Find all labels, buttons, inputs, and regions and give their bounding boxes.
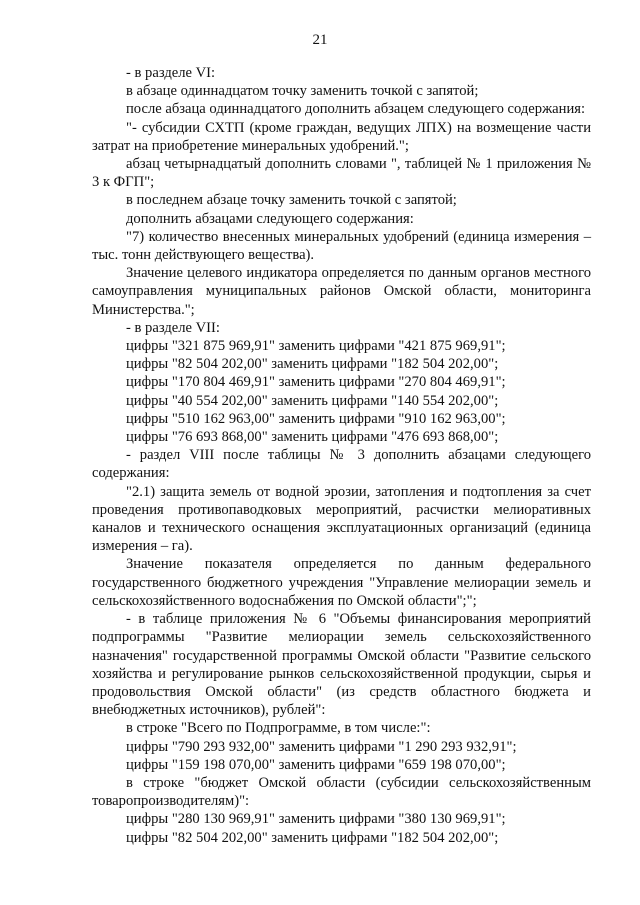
paragraph-13: цифры "170 804 469,91" заменить цифрами "270 804 469,91"; (126, 374, 506, 391)
paragraph-25: цифры "280 130 969,91" заменить цифрами "380 130 969,91"; (126, 811, 506, 828)
paragraph-4: "- субсидии СХТП (кроме граждан, ведущих ЛПХ) на возмещение части затрат на приобретение минеральных удобрений."; (92, 119, 591, 154)
paragraph-19: Значение показателя определяется по данным федерального государственного бюджетного учреждения "Управление мелиорации земель и сельскохозяйственного водоснабжения по Омской области";"; (92, 556, 591, 609)
paragraph-11: цифры "321 875 969,91" заменить цифрами "421 875 969,91"; (126, 338, 506, 355)
paragraph-15: цифры "510 162 963,00" заменить цифрами "910 162 963,00"; (126, 410, 506, 427)
paragraph-24: в строке "бюджет Омской области (субсидии сельскохозяйственным товаропроизводителям)": (92, 774, 591, 810)
paragraph-26: цифры "82 504 202,00" заменить цифрами "182 504 202,00"; (126, 829, 499, 846)
paragraph-7: дополнить абзацами следующего содержания: (126, 210, 414, 227)
paragraph-8: "7) количество внесенных минеральных удобрений (единица измерения – тыс. тонн действующего вещества). (92, 228, 591, 264)
paragraph-23: цифры "159 198 070,00" заменить цифрами "659 198 070,00"; (126, 756, 506, 773)
paragraph-9: Значение целевого индикатора определяется по данным органов местного самоуправления муниципальных районов Омской области, мониторинга Министерства."; (92, 265, 591, 318)
paragraph-20: - в таблице приложения № 6 "Объемы финансирования мероприятий подпрограммы "Развитие мелиорации земель сельскохозяйственного назначения" государственной программы Омской области "Развитие сельского хозяйства и регулирование рынков сельскохозяйственной продукции, сырья и продовольствия Омской области" (из средств областного бюджета и внебюджетных источников), рублей": (92, 611, 591, 719)
document-body (92, 64, 591, 847)
paragraph-21: в строке "Всего по Подпрограмме, в том числе:": (126, 720, 431, 737)
paragraph-18: "2.1) защита земель от водной эрозии, затопления и подтопления за счет проведения противопаводковых мероприятий, расчистки мелиоративных каналов и технического оснащения эксплуатационных организаций (единица измерения – га). (92, 483, 591, 555)
paragraph-2: в абзаце одиннадцатом точку заменить точкой с запятой; (126, 83, 479, 100)
paragraph-3: после абзаца одиннадцатого дополнить абзацем следующего содержания: (126, 101, 586, 118)
paragraph-1: - в разделе VI: (126, 65, 216, 81)
paragraph-17: - раздел VIII после таблицы № 3 дополнить абзацами следующего содержания: (92, 447, 591, 482)
paragraph-12: цифры "82 504 202,00" заменить цифрами "182 504 202,00"; (126, 356, 499, 373)
paragraph-6: в последнем абзаце точку заменить точкой с запятой; (126, 192, 457, 209)
page-number: 21 (312, 32, 328, 48)
paragraph-5: абзац четырнадцатый дополнить словами ", таблицей № 1 приложения № 3 к ФГП"; (92, 156, 591, 191)
paragraph-22: цифры "790 293 932,00" заменить цифрами "1 290 293 932,91"; (126, 738, 517, 755)
paragraph-14: цифры "40 554 202,00" заменить цифрами "140 554 202,00"; (126, 392, 499, 409)
paragraph-16: цифры "76 693 868,00" заменить цифрами "476 693 868,00"; (126, 429, 499, 446)
paragraph-10: - в разделе VII: (126, 319, 220, 336)
